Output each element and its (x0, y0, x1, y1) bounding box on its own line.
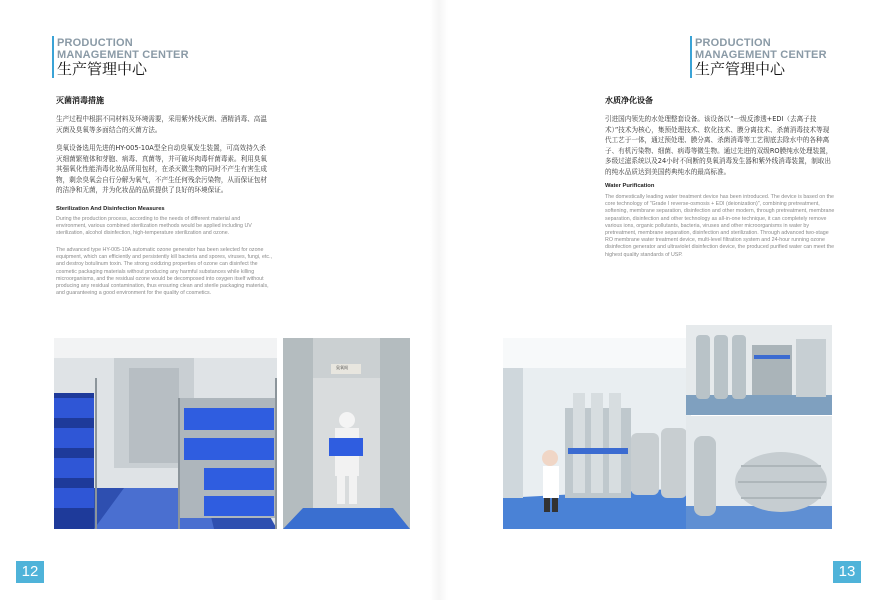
header-en-line2: MANAGEMENT CENTER (57, 49, 189, 61)
header-zh-title: 生产管理中心 (57, 60, 148, 78)
header-en-line1-right: PRODUCTION (695, 37, 771, 49)
section-title-en: Sterilization And Disinfection Measures (56, 206, 165, 212)
spine-shadow (430, 0, 448, 600)
header-zh-title-right: 生产管理中心 (695, 60, 786, 78)
header-en-title-right (695, 37, 827, 61)
section-title-en-right: Water Purification (605, 183, 655, 189)
header-accent-bar-right (690, 36, 692, 78)
page-number-right: 13 (833, 561, 861, 583)
storage-tank-photo (686, 416, 832, 529)
en-paragraph-1: During the production process, according to the needs of different material and environment, various combined sterilization methods would be applied including UV sterilization, alcohol disinfection, high-temperature sterilization and ozone. (56, 216, 252, 237)
header-en-line1: PRODUCTION (57, 37, 133, 49)
en-paragraph-right: The domestically leading water treatment device has been introduced. The device is based on the core technology of "Grade I reverse-osmosis + EDI (deionization)", combining pretreatment, softening, membrane separation, disinfection and other modern, through pretreatment, membrane separation, disinfection and other technology as all-in-one technique, it can completely remove various ions, organic pollutants, bacteria, viruses and other microorganisms in water by pretreatment, membrane separation, disinfection and sterilization. Through advanced two-stage RO membrane water treatment device, multi-level filtration system and 24-hour running ozone disinfection generator and ultraviolet disinfection device, the produced purified water can meet the highest quality standards of USP. (605, 194, 835, 258)
header-accent-bar (52, 36, 54, 78)
header-en-title (57, 37, 189, 61)
en-paragraph-2: The advanced type HY-005-10A automatic ozone generator has been selected for ozone equipment, which can efficiently and persistently kill bacteria and spores, viruses, fungi, etc., and destroy botulinum toxin. The strong oxidizing properties of ozone can disinfect the cosmetic packaging materials without producing any harmful substances while killing microorganisms, and the residual ozone would be decomposed into oxygen itself without producing any residual contamination, thus ensuring clean and sterile packaging materials, and guaranteeing a good environment for the quality of cosmetics. (56, 247, 273, 297)
water-treatment-room-photo (503, 338, 691, 529)
storage-room-photo (54, 338, 277, 529)
section-title-zh: 灭菌消毒措施 (56, 96, 104, 105)
zh-paragraph-right: 引进国内领先的水处理整套设备。该设备以“一级反渗透+EDI（去离子技术）”技术为核心，集预处理技术、软化技术、膜分离技术、杀菌消毒技术等现代工艺于一体，通过预处理、膜分离、杀菌消毒等工艺彻底去除水中的各种离子、有机污染物、细菌、病毒等微生物。通过先进的双级RO膜纯水处理装置，多级过滤系统以及24小时不间断的臭氧消毒发生器和紫外线消毒装置，制取出的纯水品质达到美国药典纯水的最高标准。 (605, 115, 833, 176)
page-number-left: 12 (16, 561, 44, 583)
section-title-zh-right: 水质净化设备 (605, 96, 653, 105)
zh-paragraph-1: 生产过程中根据不同材料及环境需要，采用紫外线灭菌、酒精消毒、高温灭菌及臭氧等多面结合的灭菌方法。 (56, 115, 267, 134)
right-page (439, 0, 878, 600)
header-en-line2-right: MANAGEMENT CENTER (695, 49, 827, 61)
ozone-room-door-sign: 臭氧间 (336, 365, 348, 370)
zh-paragraph-2: 臭氧设备选用先进的HY-005-10A型全自动臭氧发生装置，可高效持久杀灭细菌繁殖体和芽胞、病毒、真菌等，并可破坏肉毒杆菌毒素。利用臭氧其强氧化性能消毒化妆品所用包材，在杀灭微生物的同时不产生有害生成物，剩余臭氧会自行分解为氧气，不产生任何残余污染物，从而保证包材的洁净和无菌，并为化妆品的品质提供了良好的环境保证。 (56, 144, 267, 195)
ro-system-photo (686, 325, 832, 415)
